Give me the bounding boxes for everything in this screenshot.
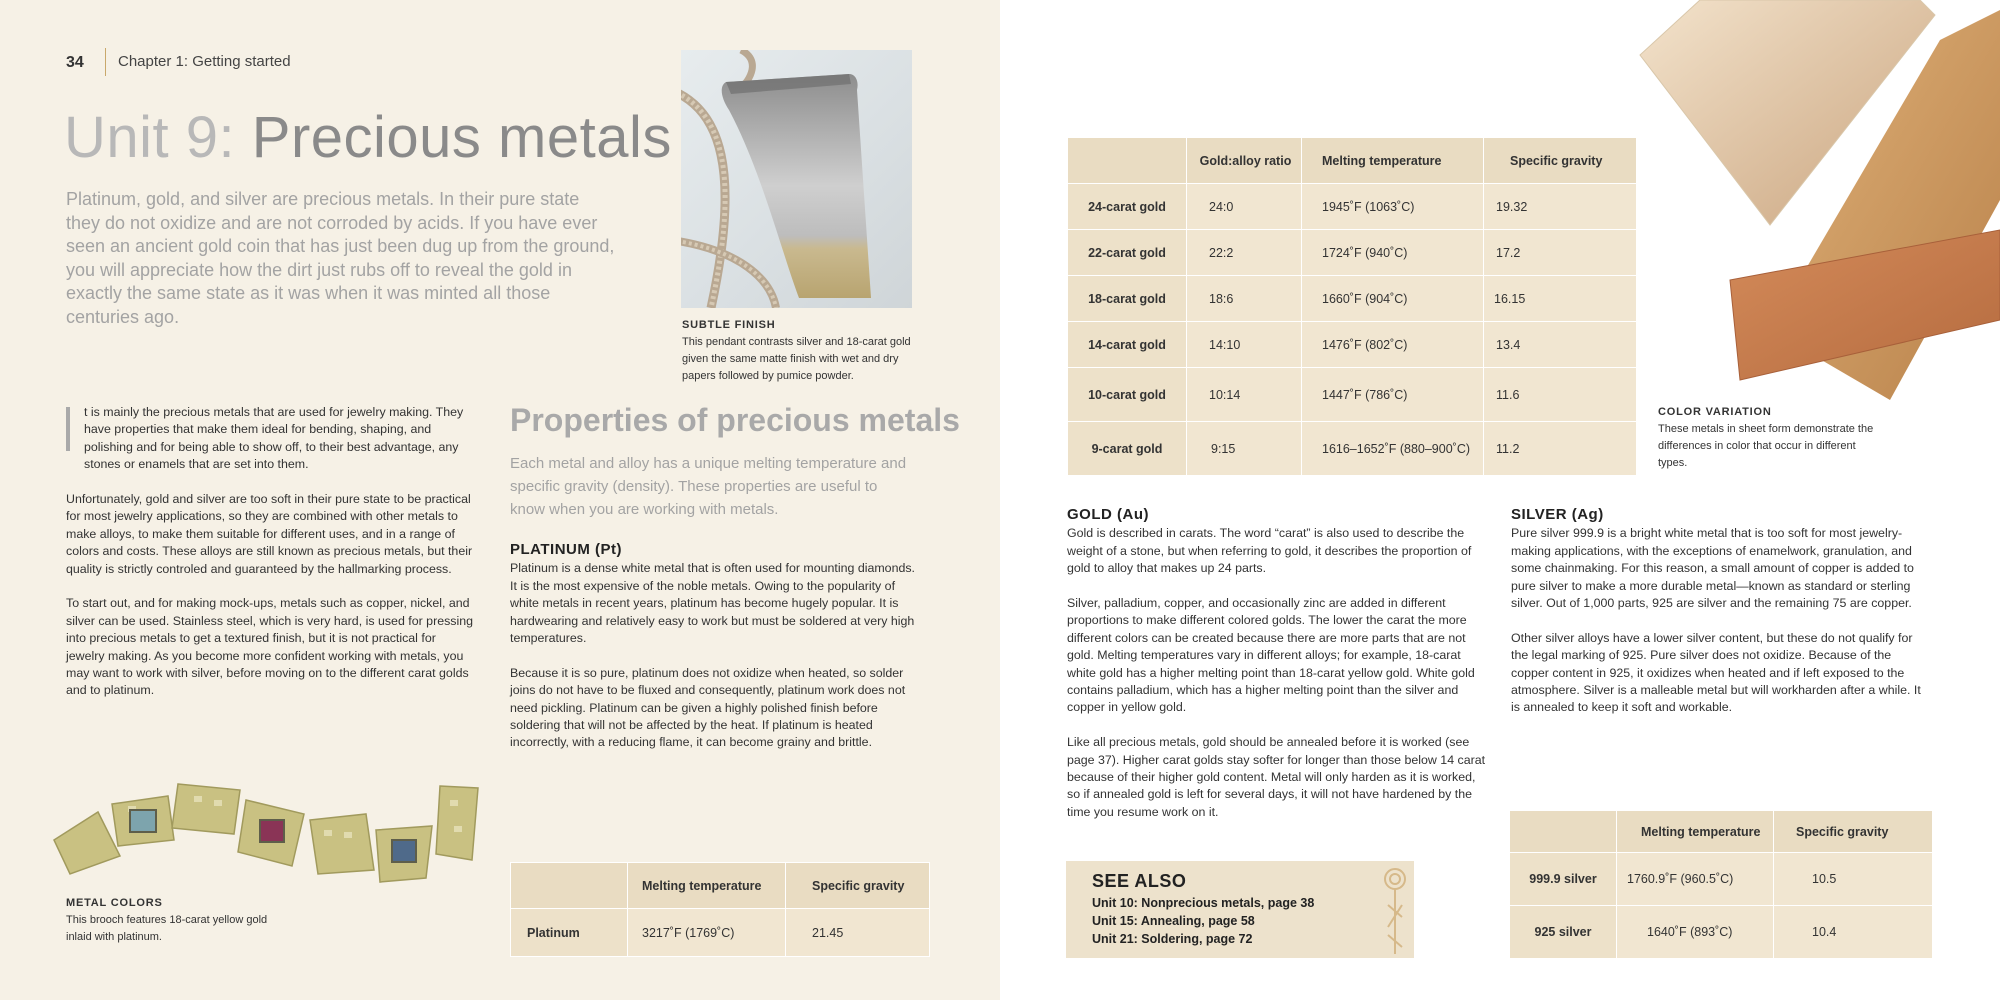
platinum-table — [510, 862, 930, 957]
caption-title: COLOR VARIATION — [1658, 406, 1772, 418]
properties-heading: Properties of precious metals — [510, 402, 960, 438]
table-cell: 13.4 — [1484, 322, 1637, 368]
brooch-image — [48, 770, 488, 890]
table-cell: 19.32 — [1484, 184, 1637, 230]
column-header — [511, 863, 628, 909]
paragraph: Pure silver 999.9 is a bright white metal that is too soft for most jewelry-making applications, with the exceptions of enamelwork, granulation, and some chainmaking. For this reason, a small amount of copper is added to pure silver to make a more durable metal—known as standard or sterling silver. Out of 1,000 parts, 925 are silver and the remaining 75 are copper. — [1511, 526, 1914, 611]
brooch-photo — [48, 770, 488, 890]
table-cell: 18:6 — [1187, 276, 1302, 322]
table-row — [511, 909, 930, 957]
table-cell: 1660˚F (904˚C) — [1302, 276, 1484, 322]
column-header: Specific gravity — [1774, 811, 1933, 853]
table-cell: 1616–1652˚F (880–900˚C) — [1302, 422, 1484, 476]
section-heading: GOLD (Au) — [1067, 506, 1149, 523]
table-cell: 9:15 — [1187, 422, 1302, 476]
column-header: Gold:alloy ratio — [1187, 138, 1302, 184]
column-header: Melting temperature — [1617, 811, 1774, 853]
pendant-photo — [681, 50, 912, 308]
table-cell: 1640˚F (893˚C) — [1617, 906, 1774, 959]
intro-text: Platinum, gold, and silver are precious metals. In their pure state they do not oxidize and are not corroded by acids. If you have ever seen an ancient gold coin that has just been dug up from the ground, you will appreciate how the dirt just rubs off to reveal the gold in exactly the same state as it was when it was minted all those centuries ago. — [66, 189, 615, 327]
platinum-section — [510, 541, 920, 769]
metal-sheets-photo — [1620, 0, 2000, 420]
metal-sheets-image — [1620, 0, 2000, 420]
row-label: 10-carat gold — [1068, 368, 1187, 422]
table-cell: 22:2 — [1187, 230, 1302, 276]
table-cell: 24:0 — [1187, 184, 1302, 230]
column-header — [1068, 138, 1187, 184]
row-label: 18-carat gold — [1068, 276, 1187, 322]
brooch-caption — [66, 895, 286, 946]
decorative-ornament-icon — [1382, 865, 1408, 954]
table-row — [1068, 184, 1637, 230]
silver-table — [1509, 810, 1933, 959]
column-header: Specific gravity — [1484, 138, 1637, 184]
table-header-row — [1510, 811, 1933, 853]
row-label: 999.9 silver — [1510, 853, 1617, 906]
section-heading: SILVER (Ag) — [1511, 506, 1604, 523]
table-row — [1068, 368, 1637, 422]
see-also-link[interactable]: Unit 21: Soldering, page 72 — [1092, 932, 1253, 946]
table-cell: 10:14 — [1187, 368, 1302, 422]
table-cell: 1760.9˚F (960.5˚C) — [1617, 853, 1774, 906]
see-also-list — [1092, 894, 1314, 948]
table-cell: 3217˚F (1769˚C) — [628, 909, 786, 957]
paragraph — [66, 404, 476, 474]
row-label: 925 silver — [1510, 906, 1617, 959]
header-divider — [105, 48, 106, 76]
row-label: 24-carat gold — [1068, 184, 1187, 230]
paragraph: Like all precious metals, gold should be annealed before it is worked (see page 37). Higher carat golds stay softer for longer than those below 14 carat because of their higher gold content. Metal will only harden as it is worked, so if annealed gold is left for several days, it will not have hardened by the time you resume work on it. — [1067, 735, 1486, 819]
table-cell: 10.4 — [1774, 906, 1933, 959]
see-also-link[interactable]: Unit 15: Annealing, page 58 — [1092, 914, 1255, 928]
chapter-title: Chapter 1: Getting started — [118, 53, 291, 70]
drop-cap — [66, 407, 70, 451]
table-cell: 11.2 — [1484, 422, 1637, 476]
column-header — [1510, 811, 1617, 853]
pendant-image — [681, 50, 912, 308]
paragraph: Silver, palladium, copper, and occasionally zinc are added in different proportions to make different colored golds. The lower the carat the more different colors can be created because there are more parts that are not gold. Melting temperatures vary in different alloys; for example, 18-carat white gold has a higher melting point than 18-carat yellow gold. White gold contains palladium, which has a higher melting point than the silver and copper in yellow gold. — [1067, 596, 1475, 715]
paragraph: To start out, and for making mock-ups, metals such as copper, nickel, and silver can be used. Stainless steel, which is very hard, is used for pressing into precious metals to get a textured finish, but it is not practical for jewelry making. As you become more confident working with metals, you may want to work with silver, before moving on to the different carat golds and to platinum. — [66, 596, 474, 698]
see-also-title: SEE ALSO — [1092, 871, 1187, 891]
table-row — [1068, 322, 1637, 368]
table-row — [1068, 276, 1637, 322]
row-label: 22-carat gold — [1068, 230, 1187, 276]
paragraph: Platinum is a dense white metal that is often used for mounting diamonds. It is the most expensive of the noble metals. Owing to the popularity of white metals in recent years, platinum has become hugely popular. It is hardwearing and relatively easy to work but must be soldered at very high temperatures. — [510, 561, 915, 646]
table-header-row — [1068, 138, 1637, 184]
page-title — [64, 104, 672, 171]
table-cell: 21.45 — [786, 909, 930, 957]
table-cell: 1945˚F (1063˚C) — [1302, 184, 1484, 230]
table-row — [1068, 422, 1637, 476]
caption-text: This brooch features 18-carat yellow gold inlaid with platinum. — [66, 914, 268, 943]
properties-intro: Each metal and alloy has a unique melting temperature and specific gravity (density). These properties are useful to know when you are working with metals. — [510, 455, 907, 518]
table-cell: 1447˚F (786˚C) — [1302, 368, 1484, 422]
paragraph: Because it is so pure, platinum does not oxidize when heated, so solder joins do not have to be fluxed and consequently, platinum work does not need pickling. Platinum can be given a highly polished finish before soldering that will not be affected by the heat. If platinum is heated incorrectly, with a reducing flame, it can become grainy and brittle. — [510, 665, 906, 750]
row-label: Platinum — [511, 909, 628, 957]
paragraph: Other silver alloys have a lower silver content, but these do not qualify for the legal marking of 925. Pure silver does not oxidize. Because of the copper content in 925, it oxidizes when heated and if left exposed to the atmosphere. Silver is a malleable metal but will workharden after a while. It is annealed to keep it soft and workable. — [1511, 630, 1921, 715]
paragraph-text: t is mainly the precious metals that are used for jewelry making. They have properties that make them ideal for bending, shaping, and polishing and for being able to show off, to their best advantage, any stones or enamels that are set into them. — [84, 405, 464, 472]
silver-section — [1511, 506, 1931, 734]
gold-section — [1067, 506, 1487, 839]
table-row — [1510, 853, 1933, 906]
caption-text: These metals in sheet form demonstrate the differences in color that occur in different types. — [1658, 423, 1874, 469]
see-also-link[interactable]: Unit 10: Nonprecious metals, page 38 — [1092, 896, 1315, 910]
caption-text: This pendant contrasts silver and 18-carat gold given the same matte finish with wet and dry papers followed by pumice powder. — [682, 336, 911, 382]
section-heading: PLATINUM (Pt) — [510, 541, 623, 558]
column-header: Melting temperature — [1302, 138, 1484, 184]
page-number: 34 — [66, 54, 84, 71]
table-cell: 11.6 — [1484, 368, 1637, 422]
paragraph: Unfortunately, gold and silver are too soft in their pure state to be practical for most jewelry applications, so they are combined with other metals to make alloys, to make them suitable for different uses, and in a range of colors and costs. These alloys are still known as precious metals, but their quality is strictly controled and guaranteed by the hallmarking process. — [66, 492, 473, 576]
left-column — [66, 404, 476, 717]
unit-label: Unit 9: — [64, 105, 236, 170]
color-caption — [1658, 404, 1888, 472]
table-cell: 14:10 — [1187, 322, 1302, 368]
table-header-row — [511, 863, 930, 909]
row-label: 9-carat gold — [1068, 422, 1187, 476]
table-row — [1068, 230, 1637, 276]
pendant-caption — [682, 317, 932, 385]
caption-title: SUBTLE FINISH — [682, 319, 776, 331]
table-cell: 16.15 — [1484, 276, 1637, 322]
unit-name: Precious metals — [251, 105, 672, 170]
table-row — [1510, 906, 1933, 959]
table-cell: 1476˚F (802˚C) — [1302, 322, 1484, 368]
table-cell: 1724˚F (940˚C) — [1302, 230, 1484, 276]
caption-title: METAL COLORS — [66, 897, 163, 909]
see-also-box — [1066, 861, 1414, 958]
table-cell: 10.5 — [1774, 853, 1933, 906]
column-header: Melting temperature — [628, 863, 786, 909]
row-label: 14-carat gold — [1068, 322, 1187, 368]
gold-table — [1067, 137, 1637, 476]
paragraph: Gold is described in carats. The word “carat” is also used to describe the weight of a stone, but when referring to gold, it describes the proportion of gold to alloy that makes up 24 parts. — [1067, 526, 1472, 576]
column-header: Specific gravity — [786, 863, 930, 909]
table-cell: 17.2 — [1484, 230, 1637, 276]
